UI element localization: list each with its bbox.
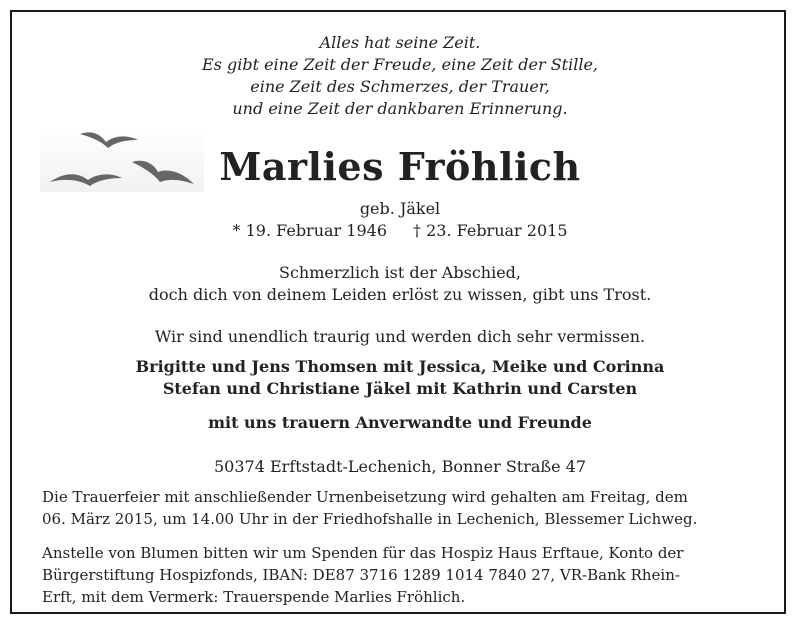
quote	[12, 262, 788, 306]
family-list	[12, 356, 788, 400]
poem	[12, 32, 788, 120]
poem-line: Alles hat seine Zeit.	[319, 33, 481, 52]
family-line: Stefan und Christiane Jäkel mit Kathrin und Carsten	[162, 379, 638, 398]
birth-date: * 19. Februar 1946	[232, 221, 387, 240]
quote-line: Schmerzlich ist der Abschied,	[278, 263, 521, 282]
family-line: Brigitte und Jens Thomsen mit Jessica, Meike und Corinna	[135, 357, 665, 376]
life-dates	[12, 220, 788, 242]
funeral-line: Die Trauerfeier mit anschließender Urnenbeisetzung wird gehalten am Freitag, dem	[42, 488, 688, 506]
donation-line: Erft, mit dem Vermerk: Trauerspende Marlies Fröhlich.	[42, 588, 466, 606]
relatives-line: mit uns trauern Anverwandte und Freunde	[208, 413, 592, 432]
funeral-notice	[42, 486, 762, 530]
donation-notice	[42, 542, 762, 608]
death-date: † 23. Februar 2015	[413, 221, 568, 240]
address: 50374 Erftstadt-Lechenich, Bonner Straße 47	[214, 457, 586, 476]
donation-line: Bürgerstiftung Hospizfonds, IBAN: DE87 3716 1289 1014 7840 27, VR-Bank Rhein-	[42, 566, 680, 584]
obituary-frame	[10, 10, 786, 614]
miss-line: Wir sind unendlich traurig und werden dich sehr vermissen.	[154, 327, 646, 346]
poem-line: eine Zeit des Schmerzes, der Trauer,	[250, 77, 550, 96]
poem-line: und eine Zeit der dankbaren Erinnerung.	[232, 99, 568, 118]
quote-line: doch dich von deinem Leiden erlöst zu wissen, gibt uns Trost.	[148, 285, 652, 304]
birth-name: geb. Jäkel	[359, 199, 441, 218]
deceased-name: Marlies Fröhlich	[219, 144, 581, 189]
donation-line: Anstelle von Blumen bitten wir um Spenden für das Hospiz Haus Erftaue, Konto der	[42, 544, 684, 562]
poem-line: Es gibt eine Zeit der Freude, eine Zeit der Stille,	[201, 55, 598, 74]
funeral-line: 06. März 2015, um 14.00 Uhr in der Friedhofshalle in Lechenich, Blessemer Lichweg.	[42, 510, 698, 528]
